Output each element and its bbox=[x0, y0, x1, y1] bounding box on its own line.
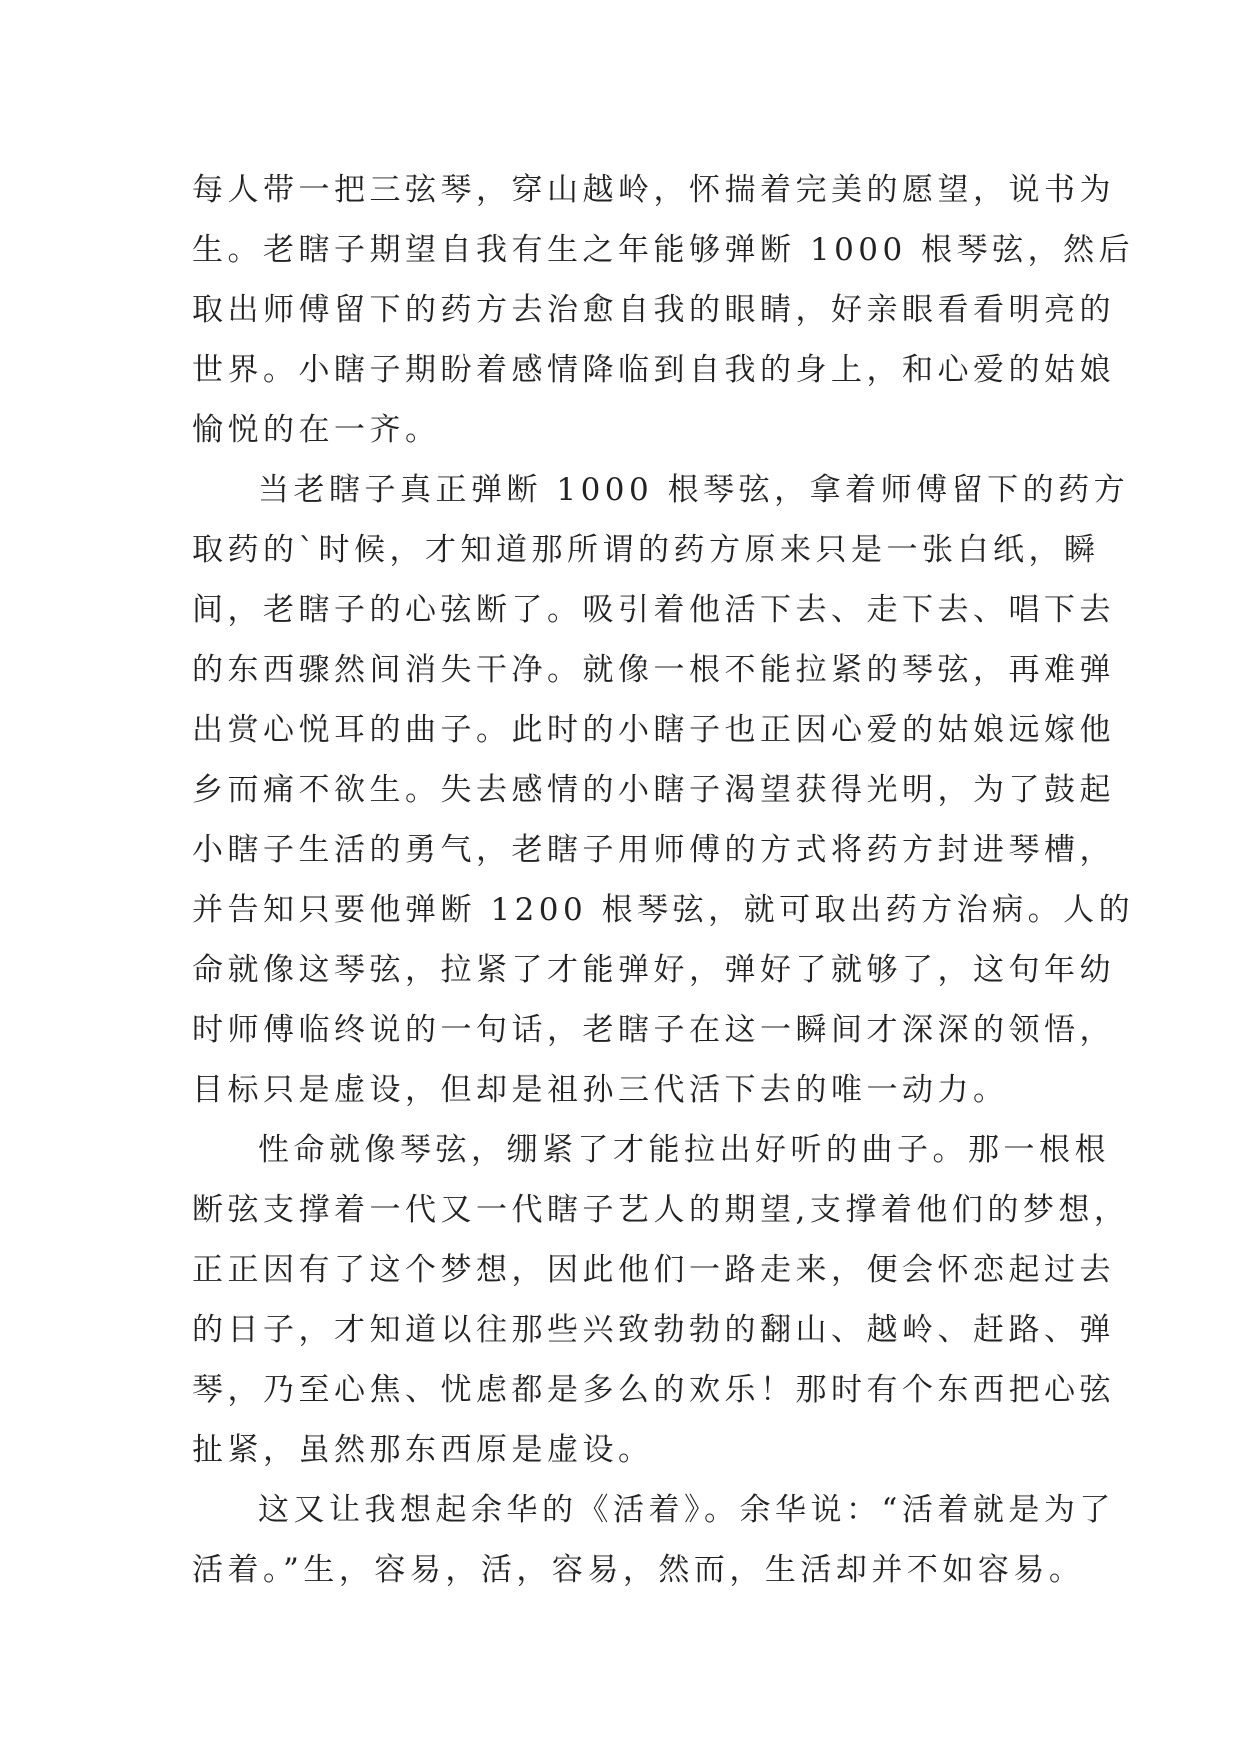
paragraph-first-line: 当老瞎子真正弹断 1000 根琴弦，拿着师傅留下的药方 bbox=[258, 472, 1130, 508]
text-line: 愉悦的在一齐。 bbox=[192, 412, 441, 448]
text-line: 世界。小瞎子期盼着感情降临到自我的身上，和心爱的姑娘 bbox=[192, 352, 1115, 388]
text-line: 命就像这琴弦，拉紧了才能弹好，弹好了就够了，这句年幼 bbox=[192, 952, 1115, 988]
text-line: 扯紧，虽然那东西原是虚设。 bbox=[192, 1432, 654, 1468]
paragraph-first-line: 性命就像琴弦，绷紧了才能拉出好听的曲子。那一根根 bbox=[258, 1132, 1110, 1168]
text-line: 断弦支撑着一代又一代瞎子艺人的期望,支撑着他们的梦想， bbox=[192, 1192, 1130, 1228]
text-line: 活着。”生，容易，活，容易，然而，生活却并不如容易。 bbox=[192, 1552, 1085, 1588]
text-line: 正正因有了这个梦想，因此他们一路走来，便会怀恋起过去 bbox=[192, 1252, 1115, 1288]
text-line: 取药的`时候，才知道那所谓的药方原来只是一张白纸，瞬 bbox=[192, 532, 1100, 568]
text-line: 目标只是虚设，但却是祖孙三代活下去的唯一动力。 bbox=[192, 1072, 1009, 1108]
text-line: 乡而痛不欲生。失去感情的小瞎子渴望获得光明，为了鼓起 bbox=[192, 772, 1115, 808]
text-line: 琴，乃至心焦、忧虑都是多么的欢乐！那时有个东西把心弦 bbox=[192, 1372, 1115, 1408]
text-line: 取出师傅留下的药方去治愈自我的眼睛，好亲眼看看明亮的 bbox=[192, 292, 1115, 328]
paragraph-first-line: 这又让我想起余华的《活着》。余华说：“活着就是为了 bbox=[258, 1492, 1115, 1528]
text-line: 出赏心悦耳的曲子。此时的小瞎子也正因心爱的姑娘远嫁他 bbox=[192, 712, 1115, 748]
text-line: 生。老瞎子期望自我有生之年能够弹断 1000 根琴弦，然后 bbox=[192, 232, 1135, 268]
text-line: 每人带一把三弦琴，穿山越岭，怀揣着完美的愿望，说书为 bbox=[192, 172, 1115, 208]
text-line: 小瞎子生活的勇气，老瞎子用师傅的方式将药方封进琴槽， bbox=[192, 832, 1115, 868]
text-line: 间，老瞎子的心弦断了。吸引着他活下去、走下去、唱下去 bbox=[192, 592, 1115, 628]
text-line: 并告知只要他弹断 1200 根琴弦，就可取出药方治病。人的 bbox=[192, 892, 1135, 928]
body-text bbox=[192, 160, 1135, 1600]
text-line: 的日子，才知道以往那些兴致勃勃的翻山、越岭、赶路、弹 bbox=[192, 1312, 1115, 1348]
text-line: 的东西骤然间消失干净。就像一根不能拉紧的琴弦，再难弹 bbox=[192, 652, 1115, 688]
text-line: 时师傅临终说的一句话，老瞎子在这一瞬间才深深的领悟， bbox=[192, 1012, 1115, 1048]
